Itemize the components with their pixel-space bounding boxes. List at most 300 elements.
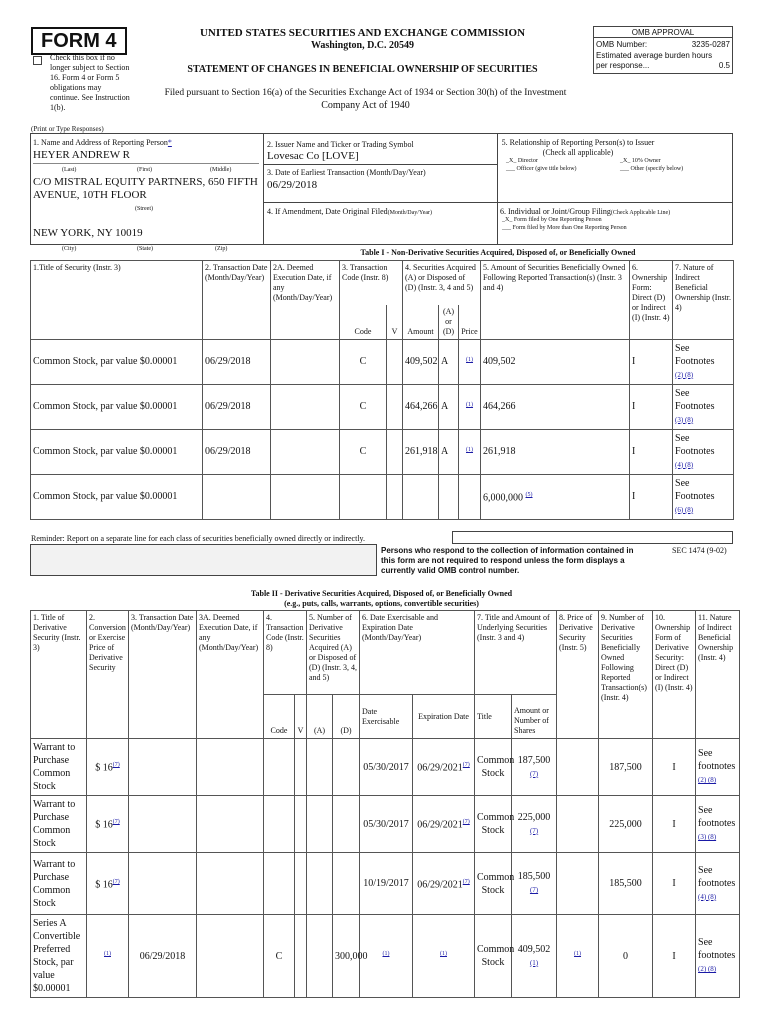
t2-subheader-title: Title: [475, 695, 512, 739]
t1-cell-date: [203, 429, 271, 474]
t1-nature: See Footnotes: [675, 342, 715, 367]
t2-exp-footnote-link[interactable]: (1): [440, 951, 447, 958]
t2-cell-title: [31, 853, 87, 915]
t1-cell-date: [203, 384, 271, 429]
t2-header-date: 3. Transaction Date (Month/Day/Year): [129, 611, 197, 739]
joint-filing-option-1: _X_ Form filed by One Reporting Person: [502, 217, 602, 223]
t2-conv: $ 16: [95, 879, 113, 891]
t2-u-title: Common Stock: [477, 944, 515, 968]
t2-u-amount-footnote-link[interactable]: (1): [529, 958, 539, 967]
middle-label: (Middle): [210, 167, 232, 173]
checkbox-text-2: longer subject to Section: [50, 63, 130, 72]
t2-cell-title: [31, 915, 87, 998]
t1-cell-code: [340, 339, 387, 384]
address-line-1: C/O MISTRAL EQUITY PARTNERS, 650 FIFTH: [33, 176, 258, 188]
table1: [30, 260, 734, 520]
t2-cell-title: [31, 796, 87, 853]
t1-nature: See Footnotes: [675, 477, 715, 502]
t2-nature: See footnotes: [698, 864, 736, 889]
t2-header-nature: 11. Nature of Indirect Beneficial Ownership (Instr. 4): [696, 611, 740, 739]
t1-cell-code: [340, 429, 387, 474]
t1-cell-nature: [673, 384, 734, 429]
t2-conv-footnote-link[interactable]: (7): [112, 762, 120, 769]
city-line: NEW YORK, NY 10019: [33, 227, 143, 239]
t2-cell-price: [557, 915, 599, 998]
t2-cell-deemed: [197, 915, 264, 998]
t2-cell-u-title: [475, 739, 515, 796]
t2-cell-a: [307, 796, 333, 853]
t1-cell-price: [459, 339, 481, 384]
t2-price-footnote-link[interactable]: (1): [574, 951, 582, 958]
t2-cell-date-ex: [360, 739, 413, 796]
earliest-date-value: 06/29/2018: [267, 179, 318, 191]
t2-cell-u-amount: [512, 915, 557, 998]
t2-u-amount-footnote-link[interactable]: (7): [529, 886, 539, 894]
street-label: (Street): [135, 206, 153, 212]
t2-nature-footnote-link[interactable]: (2) (8): [698, 965, 717, 973]
t1-price-footnote-link[interactable]: (1): [466, 446, 474, 453]
t1-form: I: [632, 491, 636, 502]
t2-cell-form: [653, 796, 696, 853]
t1-cell-owned: [481, 384, 630, 429]
issuer-label: 2. Issuer Name and Ticker or Trading Symbol: [267, 140, 414, 149]
t2-cell-v: [295, 739, 307, 796]
checkbox-text-3: 16. Form 4 or Form 5: [50, 73, 120, 82]
t1-cell-code: [340, 474, 387, 519]
t2-cell-owned: [599, 739, 653, 796]
t2-row: [31, 739, 740, 796]
reporting-name-label: [33, 138, 172, 148]
t2-cell-price: [557, 796, 599, 853]
t2-cell-form: [653, 739, 696, 796]
checkbox-text-5: continue. See Instruction: [50, 93, 130, 102]
t2-cell-a: [307, 915, 333, 998]
t1-row: [31, 384, 734, 429]
t1-cell-price: [459, 474, 481, 519]
t2-cell-exp: [413, 739, 475, 796]
t1-cell-owned: [481, 429, 630, 474]
t2-cell-code: [264, 915, 295, 998]
agency-location: Washington, D.C. 20549: [310, 40, 415, 51]
t1-title: Common Stock, par value $0.00001: [33, 446, 178, 457]
filed-pursuant-1: Filed pursuant to Section 16(a) of the Securities Exchange Act of 1934 or Section 30(h) of the Investment: [164, 88, 567, 98]
t2-cell-deemed: [197, 796, 264, 853]
t2-cell-u-title: [475, 796, 515, 853]
t2-header-deemed: 3A. Deemed Execution Date, if any (Month/Day/Year): [197, 611, 264, 739]
joint-filing-label-text: 6. Individual or Joint/Group Filing: [500, 207, 611, 216]
t2-cell-deemed: [197, 853, 264, 915]
t1-cell-amount: [403, 384, 439, 429]
t2-cell-v: [295, 796, 307, 853]
t1-cell-v: [387, 339, 403, 384]
relationship-label-2: (Check all applicable): [542, 148, 614, 157]
t1-cell-nature: [673, 339, 734, 384]
t2-subheader-d: (D): [333, 695, 360, 739]
t1-cell-date: [203, 474, 271, 519]
t1-header-nature: 7. Nature of Indirect Beneficial Ownership (Instr. 4): [673, 261, 734, 340]
no-longer-subject-checkbox[interactable]: [33, 56, 42, 65]
t2-header-title: 1. Title of Derivative Security (Instr. 3): [31, 611, 87, 739]
city-label: (City): [62, 246, 77, 252]
state-label: (State): [137, 246, 153, 252]
t2-cell-owned: [599, 853, 653, 915]
t2-cell-date: [129, 915, 197, 998]
t1-price-footnote-link[interactable]: (1): [466, 401, 474, 408]
t2-cell-owned: [599, 915, 653, 998]
t2-row: [31, 796, 740, 853]
t1-nature-footnote-link[interactable]: (6) (8): [675, 505, 694, 514]
earliest-date-label: 3. Date of Earliest Transaction (Month/Day/Year): [267, 168, 426, 177]
persons-respond-3: currently valid OMB control number.: [381, 566, 520, 575]
t2-title: Warrant to Purchase Common Stock: [33, 742, 76, 792]
t1-cell-v: [387, 384, 403, 429]
t2-nature: See footnotes: [698, 805, 736, 829]
t2-subheader-v: V: [295, 695, 307, 739]
t1-subheader-amount: Amount: [403, 305, 439, 340]
t2-exp: 06/29/2021: [417, 819, 463, 831]
omb-number-label: OMB Number:: [596, 40, 648, 49]
t2-cell-conversion: [87, 853, 129, 915]
t1-amount: 261,918: [405, 446, 438, 457]
first-label: (First): [137, 167, 152, 173]
t1-cell-nature: [673, 429, 734, 474]
t2-conv: $ 16: [95, 819, 113, 831]
t2-header-owned: 9. Number of Derivative Securities Beneficially Owned Following Reported Transaction(s) (Instr. 4): [599, 611, 653, 739]
t1-cell-owned: [481, 339, 630, 384]
t2-u-title: Common Stock: [477, 812, 515, 836]
t1-row: [31, 474, 734, 519]
t2-cell-date: [129, 853, 197, 915]
t2-cell-v: [295, 915, 307, 998]
t2-cell-conversion: [87, 739, 129, 796]
t2-subheader-exp: Expiration Date: [413, 695, 475, 739]
t1-cell-aord: [439, 429, 459, 474]
t2-conv: $ 16: [95, 762, 113, 774]
t1-cell-form: [630, 474, 673, 519]
t1-amount: 409,502: [405, 356, 438, 367]
t1-cell-amount: [403, 339, 439, 384]
t2-exp: 06/29/2021: [417, 762, 463, 774]
t2-u-amount: 185,500: [517, 871, 551, 882]
t1-subheader-v: V: [387, 305, 403, 340]
t1-cell-title: [31, 339, 203, 384]
t1-owned: 6,000,000: [483, 492, 524, 504]
checkbox-text-6: 1(b).: [50, 103, 66, 112]
checkbox-text-4: obligations may: [50, 83, 102, 92]
t1-cell-price: [459, 384, 481, 429]
omb-number: 3235-0287: [691, 40, 730, 49]
t2-nature: See footnotes: [698, 748, 736, 772]
agency-name: UNITED STATES SECURITIES AND EXCHANGE COMMISSION: [199, 27, 526, 39]
t2-cell-a: [307, 853, 333, 915]
t2-header-price: 8. Price of Derivative Security (Instr. 5): [557, 611, 599, 739]
t2-title: Series A Convertible Preferred Stock, par value $0.00001: [33, 918, 81, 994]
t2-cell-date-ex: [360, 796, 413, 853]
t2-date-ex: 05/30/2017: [363, 761, 409, 773]
joint-filing-label: [500, 207, 670, 217]
joint-filing-option-2: ___ Form filed by More than One Reporting Person: [502, 225, 627, 231]
persons-respond-1: Persons who respond to the collection of information contained in: [381, 546, 634, 555]
t2-cell-code: [264, 853, 295, 915]
t1-row: [31, 429, 734, 474]
t1-date: 06/29/2018: [205, 356, 251, 367]
t2-nature-footnote-link[interactable]: (2) (8): [698, 776, 717, 784]
t2-cell-price: [557, 853, 599, 915]
t2-row: [31, 853, 740, 915]
t2-owned: 185,500: [609, 878, 642, 889]
t2-cell-code: [264, 796, 295, 853]
t2-header-form: 10. Ownership Form of Derivative Security: Direct (D) or Indirect (I) (Instr. 4): [653, 611, 696, 739]
t1-header-form: 6. Ownership Form: Direct (D) or Indirect (I) (Instr. 4): [630, 261, 673, 340]
t2-cell-u-title: [475, 853, 515, 915]
t2-cell-conversion: [87, 796, 129, 853]
t1-date: 06/29/2018: [205, 446, 251, 457]
t2-cell-code: [264, 739, 295, 796]
filed-pursuant-2: Company Act of 1940: [321, 100, 410, 111]
t2-conv-footnote-link[interactable]: (7): [112, 819, 120, 826]
t2-row: [31, 915, 740, 998]
t2-date-ex: 10/19/2017: [363, 878, 409, 889]
t1-nature: See Footnotes: [675, 432, 715, 457]
t2-header-number: 5. Number of Derivative Securities Acquired (A) or Disposed of (D) (Instr. 3, 4, and 5): [307, 611, 360, 695]
t2-form: I: [672, 950, 676, 962]
t2-exp-footnote-link[interactable]: (7): [462, 878, 470, 885]
t2-header-code: 4. Transaction Code (Instr. 8): [264, 611, 307, 695]
t2-owned: 225,000: [609, 818, 642, 830]
t1-cell-aord: [439, 384, 459, 429]
t2-date: 06/29/2018: [139, 950, 186, 962]
t1-subheader-price: Price: [459, 305, 481, 340]
table2: [30, 610, 740, 998]
t1-owned: 261,918: [483, 446, 516, 457]
sec-code: SEC 1474 (9-02): [672, 546, 727, 555]
table2-title-1: Table II - Derivative Securities Acquired, Disposed of, or Beneficially Owned: [250, 589, 513, 598]
t2-nature-footnote-link[interactable]: (4) (8): [698, 892, 717, 901]
t2-u-amount-footnote-link[interactable]: (7): [529, 826, 539, 835]
t2-u-amount: 187,500: [517, 754, 551, 766]
t1-date: 06/29/2018: [205, 401, 251, 412]
t2-nature: See footnotes: [698, 937, 736, 961]
t1-cell-date: [203, 339, 271, 384]
t1-form: I: [632, 401, 636, 412]
t2-conv-footnote-link[interactable]: (7): [112, 878, 120, 885]
t1-cell-owned: [481, 474, 630, 519]
t1-cell-title: [31, 474, 203, 519]
t1-cell-price: [459, 429, 481, 474]
t1-header-code: 3. Transaction Code (Instr. 8): [340, 261, 403, 305]
reporting-name: HEYER ANDREW R: [33, 149, 130, 161]
t2-form: I: [672, 878, 676, 889]
t2-form: I: [672, 818, 676, 830]
t2-cell-nature: [696, 739, 740, 796]
t2-d: 300,000: [335, 950, 368, 962]
t2-cell-conversion: [87, 915, 129, 998]
print-note: (Print or Type Responses): [31, 125, 104, 133]
form-title-text: FORM 4: [31, 27, 127, 55]
t1-nature-footnote-link[interactable]: (3) (8): [675, 415, 694, 424]
t2-header-exercisable: 6. Date Exercisable and Expiration Date (Month/Day/Year): [360, 611, 475, 695]
t2-cell-nature: [696, 915, 740, 998]
t2-cell-d: [333, 853, 360, 915]
last-label: (Last): [62, 167, 77, 173]
relationship-label-1: 5. Relationship of Reporting Person(s) to Issuer: [501, 138, 655, 147]
joint-filing-label-small: (Check Applicable Line): [610, 210, 671, 216]
t1-aord: A: [441, 401, 449, 412]
t2-form: I: [672, 761, 676, 773]
reporting-name-star-link[interactable]: *: [167, 138, 172, 147]
reminder-input-left: [30, 544, 377, 576]
t2-subheader-amount: Amount or Number of Shares: [512, 695, 557, 739]
t2-cell-title: [31, 739, 87, 796]
t2-cell-u-amount: [512, 796, 557, 853]
issuer-name: Lovesac Co [LOVE]: [267, 150, 359, 162]
t2-cell-nature: [696, 796, 740, 853]
t1-header-acquired: 4. Securities Acquired (A) or Disposed of (D) (Instr. 3, 4 and 5): [403, 261, 481, 305]
t2-cell-date: [129, 796, 197, 853]
t1-amount: 464,266: [405, 401, 438, 412]
omb-burden-2: per response...: [596, 61, 650, 70]
t2-cell-price: [557, 739, 599, 796]
t1-cell-nature: [673, 474, 734, 519]
t2-u-title: Common Stock: [477, 755, 515, 779]
t2-owned: 0: [623, 950, 629, 962]
t1-header-date: 2. Transaction Date (Month/Day/Year): [203, 261, 271, 340]
t1-cell-title: [31, 384, 203, 429]
checkbox-instructions: [50, 53, 138, 113]
t2-date-ex-footnote-link[interactable]: (1): [382, 951, 390, 958]
t2-cell-a: [307, 739, 333, 796]
t1-cell-code: [340, 384, 387, 429]
t2-cell-exp: [413, 796, 475, 853]
t1-form: I: [632, 356, 636, 367]
t1-cell-v: [387, 429, 403, 474]
t1-cell-v: [387, 474, 403, 519]
t2-subheader-date-ex: Date Exercisable: [360, 695, 413, 739]
relationship-label: [498, 138, 658, 158]
t2-cell-exp: [413, 853, 475, 915]
relationship-other: ___ Other (specify below): [620, 166, 684, 172]
t2-cell-u-amount: [512, 739, 557, 796]
t2-conv-footnote-link[interactable]: (1): [104, 951, 111, 958]
t2-u-amount-footnote-link[interactable]: (7): [529, 769, 539, 778]
t1-form: I: [632, 446, 636, 457]
t1-title: Common Stock, par value $0.00001: [33, 401, 178, 412]
t2-cell-u-amount: [512, 853, 557, 915]
t2-cell-d: [333, 796, 360, 853]
t2-subheader-a: (A): [307, 695, 333, 739]
t2-cell-date-ex: [360, 853, 413, 915]
t1-cell-deemed: [271, 474, 340, 519]
t1-cell-deemed: [271, 384, 340, 429]
reporting-name-label-text: 1. Name and Address of Reporting Person: [33, 138, 168, 147]
t2-code: C: [275, 950, 283, 962]
t1-cell-aord: [439, 339, 459, 384]
t1-nature-footnote-link[interactable]: (4) (8): [675, 460, 694, 469]
t2-u-title: Common Stock: [477, 871, 515, 896]
omb-burden-value: 0.5: [718, 61, 730, 70]
t1-code: C: [359, 446, 367, 457]
t1-header-owned: 5. Amount of Securities Beneficially Owned Following Reported Transaction(s) (Instr. 3 and 4): [481, 261, 630, 340]
t2-header-underlying: 7. Title and Amount of Underlying Securities (Instr. 3 and 4): [475, 611, 557, 695]
t1-subheader-code: Code: [340, 305, 387, 340]
t1-cell-form: [630, 339, 673, 384]
omb-title: OMB APPROVAL: [631, 28, 695, 37]
reminder-text: Reminder: Report on a separate line for each class of securities beneficially owned directly or indirectly.: [31, 534, 366, 543]
t2-header-conversion: 2. Conversion or Exercise Price of Derivative Security: [87, 611, 129, 739]
t2-cell-owned: [599, 796, 653, 853]
statement-title: STATEMENT OF CHANGES IN BENEFICIAL OWNERSHIP OF SECURITIES: [187, 64, 538, 75]
t1-title: Common Stock, par value $0.00001: [33, 356, 178, 367]
t2-title: Warrant to Purchase Common Stock: [33, 858, 76, 909]
omb-burden-1: Estimated average burden hours: [596, 51, 713, 60]
t2-nature-footnote-link[interactable]: (3) (8): [698, 833, 717, 841]
t1-cell-amount: [403, 474, 439, 519]
t2-exp-footnote-link[interactable]: (7): [462, 819, 470, 826]
t1-cell-form: [630, 429, 673, 474]
relationship-director: _X_ Director: [506, 158, 538, 164]
t1-header-deemed: 2A. Deemed Execution Date, if any (Month/Day/Year): [271, 261, 340, 340]
reminder-input-right: [452, 531, 733, 544]
relationship-ten-percent: _X_ 10% Owner: [620, 158, 661, 164]
table1-title: Table I - Non-Derivative Securities Acquired, Disposed of, or Beneficially Owned: [360, 248, 636, 257]
t1-cell-form: [630, 384, 673, 429]
persons-respond-notice: [381, 546, 666, 576]
zip-label: (Zip): [215, 246, 228, 252]
amendment-label-text: 4. If Amendment, Date Original Filed: [267, 207, 388, 216]
t2-title: Warrant to Purchase Common Stock: [33, 799, 76, 849]
t1-code: C: [359, 401, 367, 412]
amendment-label: [267, 207, 432, 217]
t1-aord: A: [441, 446, 449, 457]
amendment-label-small: (Month/Day/Year): [387, 210, 433, 216]
t2-cell-date: [129, 739, 197, 796]
t1-price-footnote-link[interactable]: (1): [466, 356, 474, 363]
t2-owned: 187,500: [609, 761, 642, 773]
t1-subheader-aord: (A) or (D): [439, 305, 459, 340]
t2-cell-form: [653, 853, 696, 915]
t2-cell-deemed: [197, 739, 264, 796]
t1-nature: See Footnotes: [675, 387, 715, 412]
t2-u-amount: 409,502: [517, 943, 551, 955]
t1-cell-amount: [403, 429, 439, 474]
t1-title: Common Stock, par value $0.00001: [33, 491, 178, 502]
t2-u-amount: 225,000: [517, 811, 551, 823]
t2-cell-d: [333, 739, 360, 796]
t2-cell-u-title: [475, 915, 515, 998]
persons-respond-2: this form are not required to respond unless the form displays a: [381, 556, 625, 565]
t1-header-title: 1.Title of Security (Instr. 3): [31, 261, 203, 340]
t1-owned-footnote-link[interactable]: (5): [525, 491, 533, 498]
checkbox-text-1: Check this box if no: [50, 53, 115, 62]
t2-cell-v: [295, 853, 307, 915]
form-title: [31, 27, 127, 55]
t1-nature-footnote-link[interactable]: (2) (8): [675, 370, 694, 379]
t2-subheader-code: Code: [264, 695, 295, 739]
table2-title-2: (e.g., puts, calls, warrants, options, convertible securities): [284, 599, 479, 608]
relationship-officer: ___ Officer (give title below): [506, 166, 577, 172]
t1-cell-deemed: [271, 339, 340, 384]
t2-cell-d: [333, 915, 368, 998]
t1-cell-title: [31, 429, 203, 474]
address-line-2: AVENUE, 10TH FLOOR: [33, 189, 147, 201]
t2-cell-form: [653, 915, 696, 998]
t2-cell-nature: [696, 853, 740, 915]
t1-code: C: [359, 356, 367, 367]
t2-exp-footnote-link[interactable]: (7): [462, 762, 470, 769]
t1-row: [31, 339, 734, 384]
t2-exp: 06/29/2021: [417, 879, 463, 891]
t1-cell-aord: [439, 474, 459, 519]
